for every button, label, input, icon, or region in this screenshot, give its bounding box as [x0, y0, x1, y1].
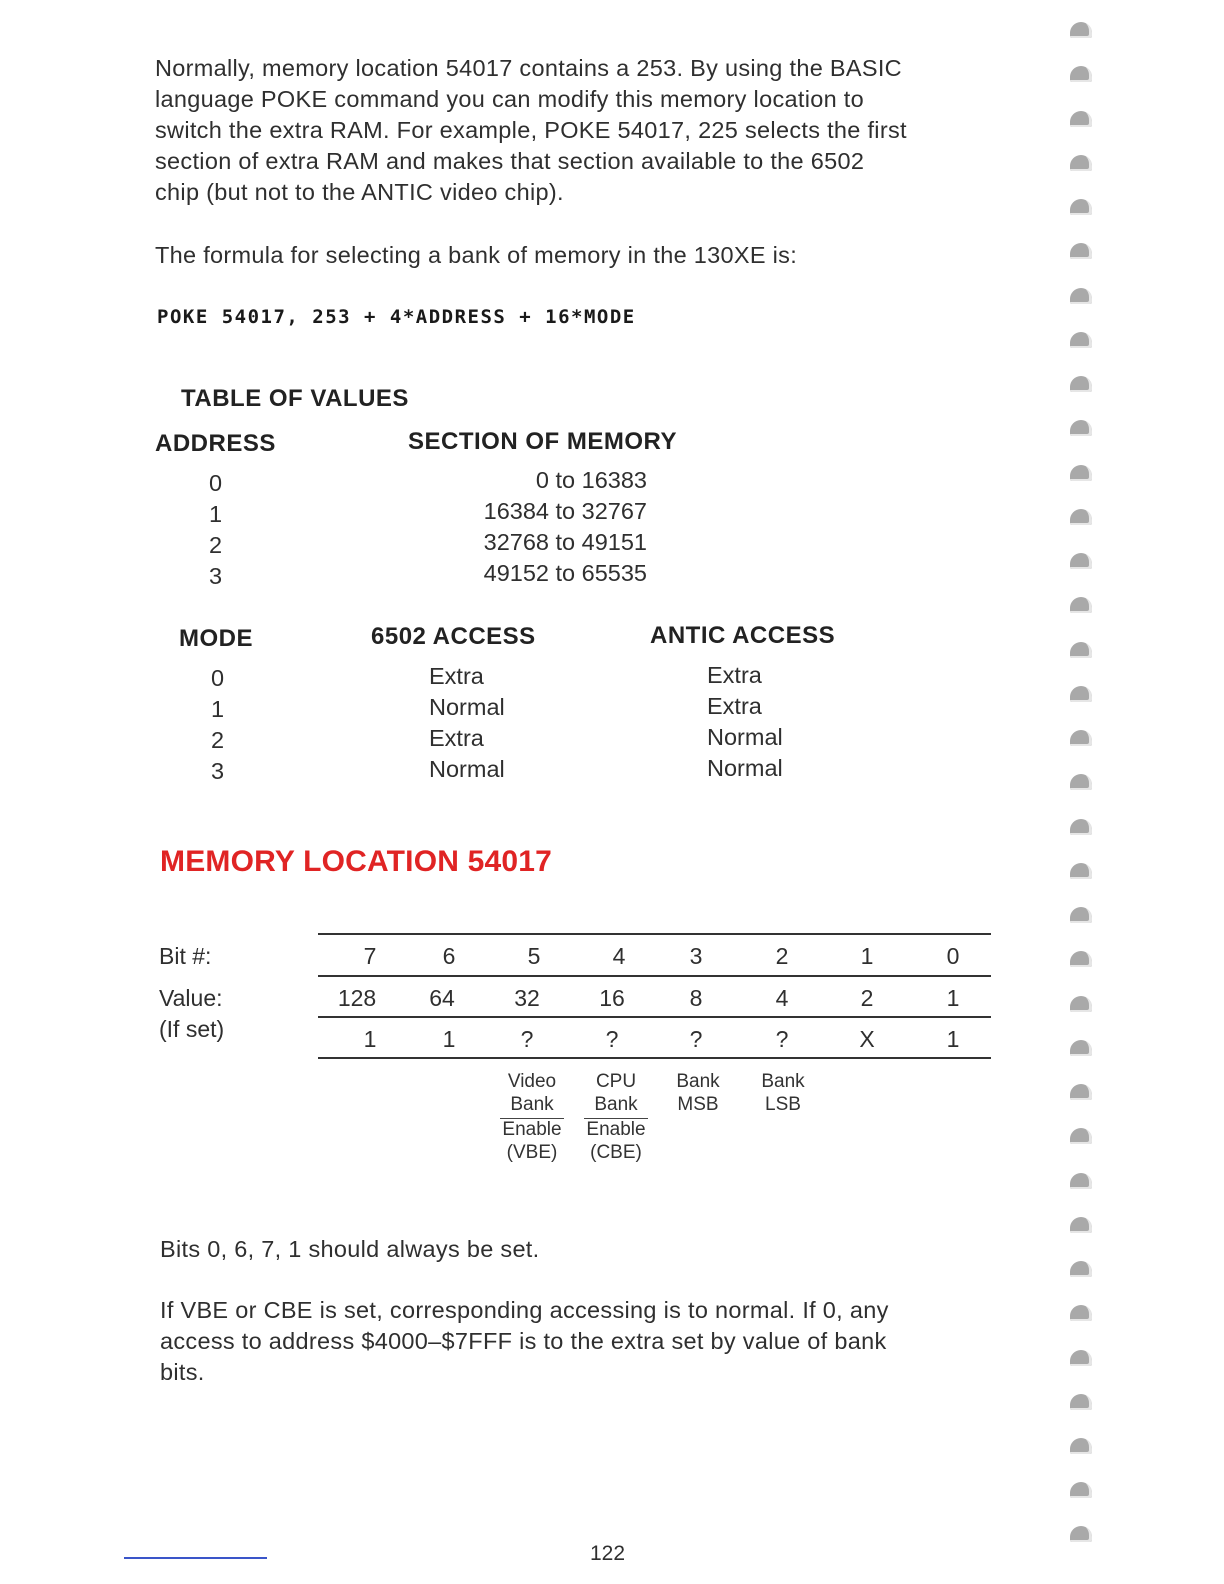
section-range: 0 to 16383: [535, 467, 647, 493]
bit-number: 1: [860, 943, 874, 969]
table-title: TABLE OF VALUES: [181, 385, 409, 412]
binding-hole-icon: [1070, 1128, 1092, 1144]
vbe-note-top: Video Bank: [507, 1071, 557, 1115]
bit-number: 3: [689, 943, 703, 969]
bit-setting: 1: [946, 1026, 960, 1052]
binding-hole-icon: [1070, 1350, 1092, 1366]
binding-hole-icon: [1070, 1482, 1092, 1498]
cpu-access-value: Normal: [429, 694, 505, 720]
vbe-note-bottom: Enable (VBE): [502, 1119, 562, 1163]
table-rule: [318, 975, 991, 977]
bit-value: 32: [514, 985, 540, 1011]
binding-hole-icon: [1070, 730, 1092, 746]
bit-setting: ?: [520, 1026, 534, 1052]
bank-lsb-note: Bank LSB: [761, 1071, 805, 1115]
binding-hole-icon: [1070, 465, 1092, 481]
formula-intro: The formula for selecting a bank of memory in the 130XE is:: [155, 242, 798, 268]
formula-code: POKE 54017, 253 + 4*ADDRESS + 16*MODE: [157, 306, 636, 328]
bit-setting: ?: [605, 1026, 619, 1052]
footer-divider: [124, 1557, 267, 1559]
bit-setting: X: [859, 1026, 875, 1052]
cpu-access-value: Extra: [429, 663, 484, 689]
cpu-access-value: Extra: [429, 725, 484, 751]
binding-hole-icon: [1070, 288, 1092, 304]
intro-paragraph: Normally, memory location 54017 contains a 253. By using the BASIC language POKE command you can modify this memory location to switch the extra RAM. For example, POKE 54017, 225 selects the first section of extra RAM and makes that section available to the 6502 chip (but not to the ANTIC video chip).: [155, 55, 907, 205]
bit-setting: 1: [442, 1026, 456, 1052]
cbe-note-bottom: Enable (CBE): [586, 1119, 646, 1163]
binding-hole-icon: [1070, 1305, 1092, 1321]
binding-hole-icon: [1070, 907, 1092, 923]
bit-row-label: Bit #:: [159, 943, 212, 969]
binding-hole-icon: [1070, 509, 1092, 525]
bits-set-note: Bits 0, 6, 7, 1 should always be set.: [160, 1236, 540, 1262]
binding-hole-icon: [1070, 774, 1092, 790]
binding-hole-icon: [1070, 1261, 1092, 1277]
antic-access-value: Extra: [707, 662, 762, 688]
section-range: 16384 to 32767: [483, 498, 647, 524]
mode-column-header: MODE: [179, 625, 253, 652]
cbe-note-top: CPU Bank: [594, 1071, 638, 1115]
mode-value: 1: [211, 696, 225, 722]
address-column-header: ADDRESS: [155, 430, 276, 457]
binding-hole-icon: [1070, 155, 1092, 171]
table-rule: [318, 1016, 991, 1018]
cpu-access-column-header: 6502 ACCESS: [371, 623, 536, 650]
binding-hole-icon: [1070, 819, 1092, 835]
bit-value: 64: [429, 985, 455, 1011]
vbe-cbe-note: If VBE or CBE is set, corresponding accessing is to normal. If 0, any access to address $4000–$7FFF is to the extra set by value of bank bits.: [160, 1297, 889, 1385]
bit-setting: 1: [363, 1026, 377, 1052]
bit-setting: ?: [689, 1026, 703, 1052]
bit-setting: ?: [775, 1026, 789, 1052]
binding-hole-icon: [1070, 332, 1092, 348]
binding-hole-icon: [1070, 996, 1092, 1012]
address-value: 2: [209, 532, 223, 558]
table-rule: [318, 1057, 991, 1059]
bit-number: 2: [775, 943, 789, 969]
binding-hole-icon: [1070, 1040, 1092, 1056]
antic-access-column-header: ANTIC ACCESS: [650, 622, 836, 649]
antic-access-value: Extra: [707, 693, 762, 719]
binding-hole-icon: [1070, 1084, 1092, 1100]
binding-hole-icon: [1070, 111, 1092, 127]
binding-hole-icon: [1070, 1173, 1092, 1189]
section-range: 49152 to 65535: [483, 560, 647, 586]
mode-value: 2: [211, 727, 225, 753]
bit-number: 6: [442, 943, 456, 969]
binding-hole-icon: [1070, 597, 1092, 613]
mode-value: 3: [211, 758, 225, 784]
page-number: 122: [590, 1542, 626, 1565]
cpu-access-value: Normal: [429, 756, 505, 782]
binding-hole-icon: [1070, 553, 1092, 569]
binding-hole-icon: [1070, 951, 1092, 967]
binding-hole-icon: [1070, 1438, 1092, 1454]
antic-access-value: Normal: [707, 724, 783, 750]
binding-hole-icon: [1070, 66, 1092, 82]
bit-number: 4: [612, 943, 626, 969]
binding-hole-icon: [1070, 1394, 1092, 1410]
table-rule: [318, 933, 991, 935]
section-column-header: SECTION OF MEMORY: [408, 428, 677, 455]
mode-value: 0: [211, 665, 225, 691]
bit-value: 8: [689, 985, 703, 1011]
address-value: 1: [209, 501, 223, 527]
bit-value: 1: [946, 985, 960, 1011]
binding-hole-icon: [1070, 22, 1092, 38]
bit-number: 7: [363, 943, 377, 969]
bit-value: 2: [860, 985, 874, 1011]
binding-hole-icon: [1070, 686, 1092, 702]
value-row-label: Value:: [159, 985, 223, 1011]
section-title: MEMORY LOCATION 54017: [160, 845, 553, 878]
ifset-row-label: (If set): [159, 1016, 225, 1042]
section-range: 32768 to 49151: [483, 529, 647, 555]
binding-hole-icon: [1070, 1217, 1092, 1233]
bit-number: 0: [946, 943, 960, 969]
antic-access-value: Normal: [707, 755, 783, 781]
address-value: 3: [209, 563, 223, 589]
binding-hole-icon: [1070, 1526, 1092, 1542]
bit-value: 128: [337, 985, 377, 1011]
binding-hole-icon: [1070, 420, 1092, 436]
binding-hole-icon: [1070, 863, 1092, 879]
binding-hole-icon: [1070, 642, 1092, 658]
bank-msb-note: Bank MSB: [676, 1071, 720, 1115]
binding-hole-icon: [1070, 243, 1092, 259]
bit-value: 4: [775, 985, 789, 1011]
binding-hole-icon: [1070, 199, 1092, 215]
bit-value: 16: [599, 985, 625, 1011]
bit-number: 5: [527, 943, 541, 969]
address-value: 0: [209, 470, 223, 496]
binding-hole-icon: [1070, 376, 1092, 392]
